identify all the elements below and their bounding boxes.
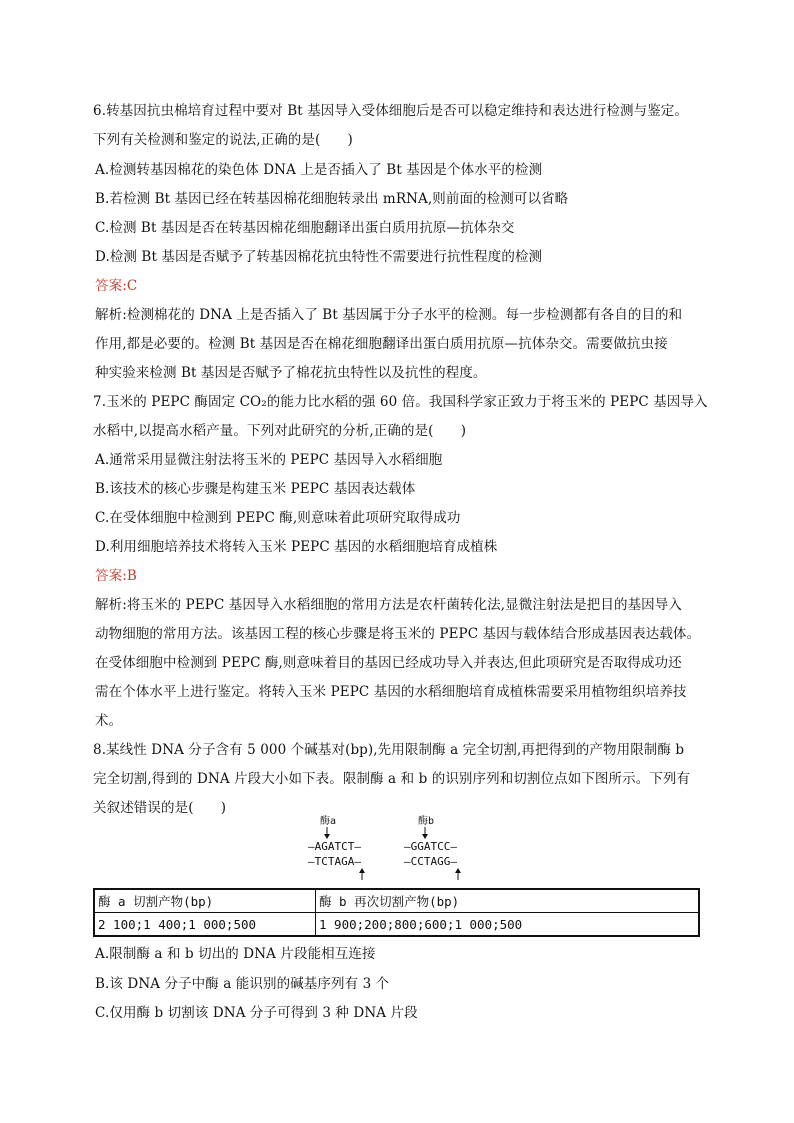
q8-stem-line1: 8.某线性 DNA 分子含有 5 000 个碱基对(bp),先用限制酶 a 完全切割,再把得到的产物用限制酶 b xyxy=(93,742,685,758)
enzyme-a-label: 酶a xyxy=(320,816,337,827)
seq-b-bottom: —CCTAGG— xyxy=(404,855,457,868)
table-cell: 2 100;1 400;1 000;500 xyxy=(94,913,316,937)
enzyme-b-bottom-arrow-head xyxy=(455,868,461,873)
q6-option-d: D.检测 Bt 基因是否赋予了转基因棉花抗虫特性不需要进行抗性程度的检测 xyxy=(95,249,543,265)
table-row xyxy=(94,913,699,937)
enzyme-a-bottom-arrow-head xyxy=(359,868,365,873)
q6-stem-line2: 下列有关检测和鉴定的说法,正确的是( ) xyxy=(93,132,353,148)
enzyme-a-top-arrow-head xyxy=(324,834,330,839)
q8-option-b: B.该 DNA 分子中酶 a 能识别的碱基序列有 3 个 xyxy=(95,976,390,992)
table-cell: 1 900;200;800;600;1 000;500 xyxy=(316,913,700,937)
q7-stem-line2: 水稻中,以提高水稻产量。下列对此研究的分析,正确的是( ) xyxy=(93,423,467,439)
q6-explanation-line3: 种实验来检测 Bt 基因是否赋予了棉花抗虫特性以及抗性的程度。 xyxy=(95,365,487,381)
q6-explanation-line2: 作用,都是必要的。检测 Bt 基因是否在棉花细胞翻译出蛋白质用抗原—抗体杂交。需要做抗虫接 xyxy=(95,336,668,352)
q6-option-a: A.检测转基因棉花的染色体 DNA 上是否插入了 Bt 基因是个体水平的检测 xyxy=(95,162,543,178)
seq-a-bottom: —TCTAGA— xyxy=(308,855,361,868)
table-header-row xyxy=(94,889,699,913)
seq-a-top: —AGATCT— xyxy=(308,840,361,853)
q7-option-a: A.通常采用显微注射法将玉米的 PEPC 基因导入水稻细胞 xyxy=(95,452,443,468)
enzyme-b-top-arrow-head xyxy=(422,834,428,839)
q8-stem-line2: 完全切割,得到的 DNA 片段大小如下表。限制酶 a 和 b 的识别序列和切割位点如下图所示。下列有 xyxy=(93,771,691,787)
q6-answer: 答案:C xyxy=(95,278,138,294)
q7-option-b: B.该技术的核心步骤是构建玉米 PEPC 基因表达载体 xyxy=(95,481,416,497)
q7-option-d: D.利用细胞培养技术将转入玉米 PEPC 基因的水稻细胞培育成植株 xyxy=(95,539,498,555)
q6-stem-line1: 6.转基因抗虫棉培育过程中要对 Bt 基因导入受体细胞后是否可以稳定维持和表达进行检测与鉴定。 xyxy=(93,103,689,119)
q7-stem-line1: 7.玉米的 PEPC 酶固定 CO₂的能力比水稻的强 60 倍。我国科学家正致力于将玉米的 PEPC 基因导入 xyxy=(93,394,708,410)
fragment-size-table xyxy=(93,888,700,937)
table-header-cell: 酶 b 再次切割产物(bp) xyxy=(316,889,700,913)
q8-option-c: C.仅用酶 b 切割该 DNA 分子可得到 3 种 DNA 片段 xyxy=(95,1005,418,1021)
table-header-cell: 酶 a 切割产物(bp) xyxy=(94,889,316,913)
q7-explanation-line1: 解析:将玉米的 PEPC 基因导入水稻细胞的常用方法是农杆菌转化法,显微注射法是把目的基因导入 xyxy=(95,597,682,613)
q6-option-c: C.检测 Bt 基因是否在转基因棉花细胞翻译出蛋白质用抗原—抗体杂交 xyxy=(95,220,515,236)
q6-explanation-line1: 解析:检测棉花的 DNA 上是否插入了 Bt 基因属于分子水平的检测。每一步检测都有各自的目的和 xyxy=(95,307,683,323)
q7-option-c: C.在受体细胞中检测到 PEPC 酶,则意味着此项研究取得成功 xyxy=(95,510,461,526)
restriction-site-diagram xyxy=(300,812,500,884)
q8-stem-line3: 关叙述错误的是( ) xyxy=(93,800,227,816)
q8-option-a: A.限制酶 a 和 b 切出的 DNA 片段能相互连接 xyxy=(95,946,376,962)
q7-explanation-line2: 动物细胞的常用方法。该基因工程的核心步骤是将玉米的 PEPC 基因与载体结合形成基因表达载体。 xyxy=(95,626,701,642)
q6-option-b: B.若检测 Bt 基因已经在转基因棉花细胞转录出 mRNA,则前面的检测可以省略 xyxy=(95,191,569,207)
q7-explanation-line5: 术。 xyxy=(95,713,123,729)
q7-explanation-line4: 需在个体水平上进行鉴定。将转入玉米 PEPC 基因的水稻细胞培育成植株需要采用植物组织培养技 xyxy=(95,684,687,700)
enzyme-b-label: 酶b xyxy=(418,816,435,827)
q7-answer: 答案:B xyxy=(95,568,137,584)
q7-explanation-line3: 在受体细胞中检测到 PEPC 酶,则意味着目的基因已经成功导入并表达,但此项研究是否取得成功还 xyxy=(95,655,682,671)
seq-b-top: —GGATCC— xyxy=(404,840,457,853)
